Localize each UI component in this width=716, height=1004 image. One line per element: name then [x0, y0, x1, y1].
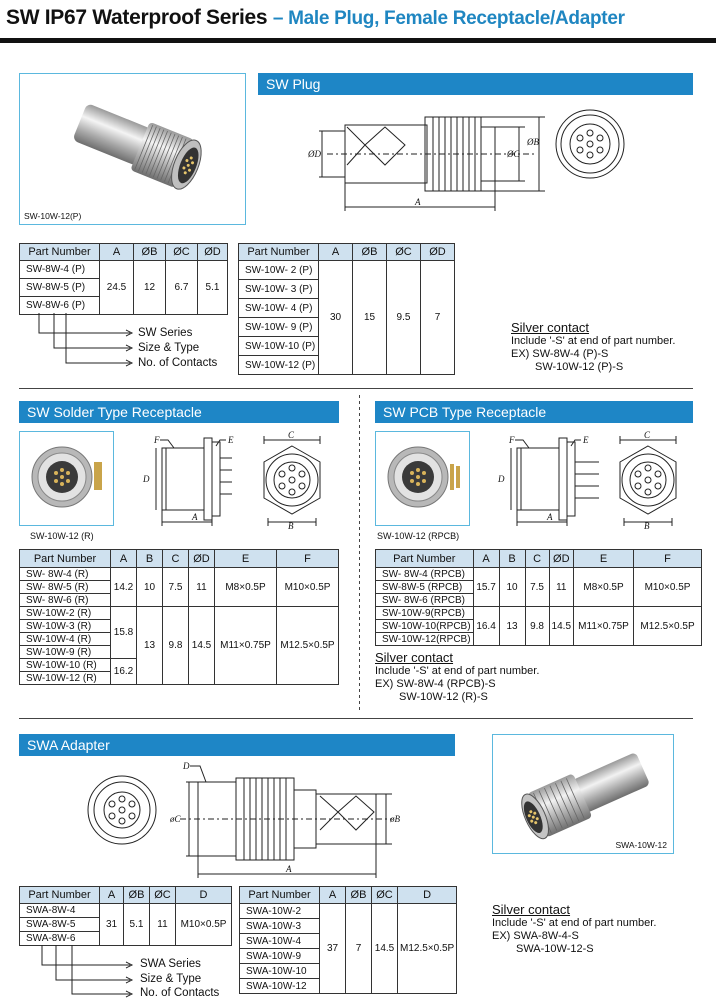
- table-row: SW-10W-12 (P): [239, 356, 319, 375]
- cell-a: 24.5: [100, 261, 134, 315]
- adapter-table-8w: [19, 886, 232, 946]
- adapter-dim-d: D: [183, 761, 190, 771]
- col-part-number: Part Number: [239, 244, 319, 261]
- pcb-front-view: [614, 430, 684, 531]
- col-b: B: [499, 550, 525, 568]
- table-row: SW-10W- 2 (P): [239, 261, 319, 280]
- plug-legend-series: SW Series: [138, 327, 193, 339]
- adapter-legend-contacts: No. of Contacts: [140, 987, 220, 999]
- col-c: ØC: [150, 887, 176, 904]
- page-subtitle: – Male Plug, Female Receptacle/Adapter: [272, 8, 625, 29]
- table-row: SW- 8W-6 (R): [20, 594, 111, 607]
- cell-b: 15: [353, 261, 387, 375]
- solder-table: [19, 549, 339, 685]
- col-d: ØD: [549, 550, 573, 568]
- cell-d: 14.5: [549, 607, 573, 646]
- adapter-legend-size: Size & Type: [140, 973, 202, 985]
- adapter-drawing: [170, 760, 400, 880]
- cell-c: 11: [150, 904, 176, 946]
- col-c: C: [525, 550, 549, 568]
- plug-legend-lines: [30, 313, 140, 373]
- plug-photo-caption: SW-10W-12(P): [24, 211, 82, 221]
- pcb-dim-f: F: [509, 435, 515, 445]
- cell-b: 7: [346, 904, 372, 994]
- plug-photo-image: [20, 74, 246, 225]
- table-row: SW-8W-5 (P): [20, 279, 100, 297]
- cell-b: 12: [134, 261, 166, 315]
- silver-line2: EX) SW-8W-4 (RPCB)-S: [375, 678, 496, 690]
- cell-b: 5.1: [124, 904, 150, 946]
- solder-drawing: [140, 434, 250, 529]
- cell-c: 7.5: [525, 568, 549, 607]
- col-f: F: [634, 550, 702, 568]
- plug-table-8w: [19, 243, 228, 315]
- col-part-number: Part Number: [240, 887, 320, 904]
- col-d: ØD: [421, 244, 455, 261]
- page-title: SW IP67 Waterproof Series – Male Plug, Female Receptacle/Adapter: [6, 6, 625, 29]
- plug-drawing: [305, 105, 550, 215]
- solder-photo-caption: SW-10W-12 (R): [30, 531, 94, 541]
- cell-f: M12.5×0.5P: [277, 607, 339, 685]
- table-row: SW-10W-3 (R): [20, 620, 111, 633]
- table-row: SWA-10W-10: [240, 964, 320, 979]
- table-row: SW-10W- 3 (P): [239, 280, 319, 299]
- solder-dim-a: A: [192, 512, 198, 522]
- solder-photo: [19, 431, 114, 526]
- col-part-number: Part Number: [376, 550, 474, 568]
- adapter-dim-b: øB: [390, 814, 400, 824]
- table-row: SW-10W-10(RPCB): [376, 620, 474, 633]
- pcb-dim-c: C: [644, 430, 651, 440]
- table-row: SW-10W-12(RPCB): [376, 633, 474, 646]
- silver-heading: Silver contact: [511, 320, 590, 335]
- table-row: SW-10W-12 (R): [20, 672, 111, 685]
- silver-line3: SW-10W-12 (R)-S: [399, 691, 488, 703]
- solder-banner: SW Solder Type Receptacle: [19, 401, 339, 423]
- table-row: SW-10W-9 (R): [20, 646, 111, 659]
- col-c: ØC: [387, 244, 421, 261]
- divider-vertical: [359, 395, 360, 710]
- pcb-dim-d: D: [498, 474, 505, 484]
- table-row: SW-10W-4 (R): [20, 633, 111, 646]
- table-row: SW- 8W-6 (RPCB): [376, 594, 474, 607]
- cell-d: 11: [189, 568, 215, 607]
- table-row: SWA-8W-6: [20, 932, 100, 946]
- cell-d: 14.5: [189, 607, 215, 685]
- cell-d: M12.5×0.5P: [398, 904, 457, 994]
- cell-a: 31: [100, 904, 124, 946]
- col-b: ØB: [353, 244, 387, 261]
- plug-legend-contacts: No. of Contacts: [138, 357, 218, 369]
- table-row: SWA-10W-3: [240, 919, 320, 934]
- table-row: SWA-10W-2: [240, 904, 320, 919]
- table-row: SW-10W-10 (R): [20, 659, 111, 672]
- cell-e: M11×0.75P: [574, 607, 634, 646]
- cell-e: M11×0.75P: [215, 607, 277, 685]
- table-row: SWA-10W-9: [240, 949, 320, 964]
- col-d: ØD: [189, 550, 215, 568]
- adapter-silver-note: [492, 902, 656, 956]
- col-part-number: Part Number: [20, 244, 100, 261]
- cell-a: 30: [319, 261, 353, 375]
- col-e: E: [215, 550, 277, 568]
- cell-c: 9.8: [525, 607, 549, 646]
- table-row: SW-10W-10 (P): [239, 337, 319, 356]
- cell-d: 7: [421, 261, 455, 375]
- table-row: SW-10W-9(RPCB): [376, 607, 474, 620]
- pcb-dim-b: B: [644, 521, 650, 531]
- table-row: SW- 8W-4 (R): [20, 568, 111, 581]
- cell-c: 9.8: [163, 607, 189, 685]
- plug-front-view: [552, 106, 632, 186]
- pcb-silver-note: [375, 650, 539, 704]
- cell-c: 7.5: [163, 568, 189, 607]
- cell-b: 13: [499, 607, 525, 646]
- solder-dim-d: D: [143, 474, 150, 484]
- plug-dim-c: ØC: [507, 149, 520, 159]
- col-c: ØC: [166, 244, 198, 261]
- table-row: SW- 8W-4 (RPCB): [376, 568, 474, 581]
- pcb-photo-caption: SW-10W-12 (RPCB): [377, 531, 460, 541]
- table-row: SW-8W-5 (RPCB): [376, 581, 474, 594]
- col-b: B: [137, 550, 163, 568]
- plug-photo: [19, 73, 246, 225]
- cell-c: 9.5: [387, 261, 421, 375]
- col-d: ØD: [198, 244, 228, 261]
- pcb-photo-image: [376, 432, 470, 526]
- silver-line1: Include '-S' at end of part number.: [375, 665, 540, 677]
- silver-line2: EX) SWA-8W-4-S: [492, 930, 579, 942]
- col-d: D: [398, 887, 457, 904]
- col-a: A: [320, 887, 346, 904]
- col-c: C: [163, 550, 189, 568]
- adapter-dim-c: øC: [170, 814, 181, 824]
- cell-a: 16.2: [111, 659, 137, 685]
- col-c: ØC: [372, 887, 398, 904]
- table-row: SW-8W-6 (P): [20, 297, 100, 315]
- cell-a: 16.4: [473, 607, 499, 646]
- pcb-table: [375, 549, 702, 646]
- solder-front-view: [258, 430, 328, 531]
- table-row: SW- 8W-5 (R): [20, 581, 111, 594]
- adapter-legend-lines: [30, 945, 140, 997]
- title-rule: [0, 38, 716, 43]
- plug-legend-size: Size & Type: [138, 342, 200, 354]
- solder-dim-e: E: [228, 435, 234, 445]
- pcb-dim-e: E: [583, 435, 589, 445]
- adapter-front-view: [84, 772, 164, 852]
- cell-a: 14.2: [111, 568, 137, 607]
- solder-dim-f: F: [154, 435, 160, 445]
- silver-line1: Include '-S' at end of part number.: [511, 335, 676, 347]
- col-b: ØB: [124, 887, 150, 904]
- silver-line2: EX) SW-8W-4 (P)-S: [511, 348, 609, 360]
- adapter-banner: SWA Adapter: [19, 734, 455, 756]
- table-row: SWA-10W-12: [240, 979, 320, 994]
- solder-dim-b: B: [288, 521, 294, 531]
- col-part-number: Part Number: [20, 550, 111, 568]
- adapter-legend-series: SWA Series: [140, 958, 201, 970]
- plug-table-10w: [238, 243, 455, 375]
- table-row: SWA-8W-4: [20, 904, 100, 918]
- table-row: SW-10W- 9 (P): [239, 318, 319, 337]
- col-d: D: [176, 887, 232, 904]
- col-e: E: [574, 550, 634, 568]
- pcb-photo: [375, 431, 470, 526]
- col-a: A: [111, 550, 137, 568]
- col-a: A: [100, 887, 124, 904]
- adapter-table-10w: [239, 886, 457, 994]
- divider-1: [19, 388, 693, 389]
- plug-banner: SW Plug: [258, 73, 693, 95]
- cell-b: 10: [499, 568, 525, 607]
- silver-line3: SWA-10W-12-S: [516, 943, 594, 955]
- plug-silver-note: [511, 320, 675, 374]
- plug-dim-a: A: [415, 197, 421, 207]
- cell-a: 37: [320, 904, 346, 994]
- cell-c: 6.7: [166, 261, 198, 315]
- col-f: F: [277, 550, 339, 568]
- table-row: SW-10W- 4 (P): [239, 299, 319, 318]
- cell-d: 5.1: [198, 261, 228, 315]
- cell-f: M10×0.5P: [634, 568, 702, 607]
- pcb-dim-a: A: [547, 512, 553, 522]
- cell-e: M8×0.5P: [574, 568, 634, 607]
- table-row: SWA-8W-5: [20, 918, 100, 932]
- cell-d: 11: [549, 568, 573, 607]
- cell-b: 10: [137, 568, 163, 607]
- cell-b: 13: [137, 607, 163, 685]
- col-b: ØB: [346, 887, 372, 904]
- cell-f: M12.5×0.5P: [634, 607, 702, 646]
- solder-dim-c: C: [288, 430, 295, 440]
- pcb-drawing: [495, 434, 610, 529]
- table-row: SW-8W-4 (P): [20, 261, 100, 279]
- silver-line3: SW-10W-12 (P)-S: [535, 361, 624, 373]
- table-row: SWA-10W-4: [240, 934, 320, 949]
- silver-heading: Silver contact: [492, 902, 571, 917]
- col-a: A: [100, 244, 134, 261]
- silver-heading: Silver contact: [375, 650, 454, 665]
- adapter-dim-a: A: [286, 864, 292, 874]
- adapter-photo-image: [493, 735, 674, 854]
- pcb-banner: SW PCB Type Receptacle: [375, 401, 693, 423]
- plug-dim-b: ØB: [527, 137, 539, 147]
- cell-d: M10×0.5P: [176, 904, 232, 946]
- cell-a: 15.8: [111, 607, 137, 659]
- cell-e: M8×0.5P: [215, 568, 277, 607]
- cell-c: 14.5: [372, 904, 398, 994]
- cell-f: M10×0.5P: [277, 568, 339, 607]
- col-a: A: [473, 550, 499, 568]
- silver-line1: Include '-S' at end of part number.: [492, 917, 657, 929]
- col-part-number: Part Number: [20, 887, 100, 904]
- divider-2: [19, 718, 693, 719]
- col-a: A: [319, 244, 353, 261]
- solder-photo-image: [20, 432, 114, 526]
- adapter-photo: [492, 734, 674, 854]
- cell-a: 15.7: [473, 568, 499, 607]
- table-row: SW-10W-2 (R): [20, 607, 111, 620]
- plug-dim-d: ØD: [308, 149, 321, 159]
- adapter-photo-caption: SWA-10W-12: [615, 840, 667, 850]
- col-b: ØB: [134, 244, 166, 261]
